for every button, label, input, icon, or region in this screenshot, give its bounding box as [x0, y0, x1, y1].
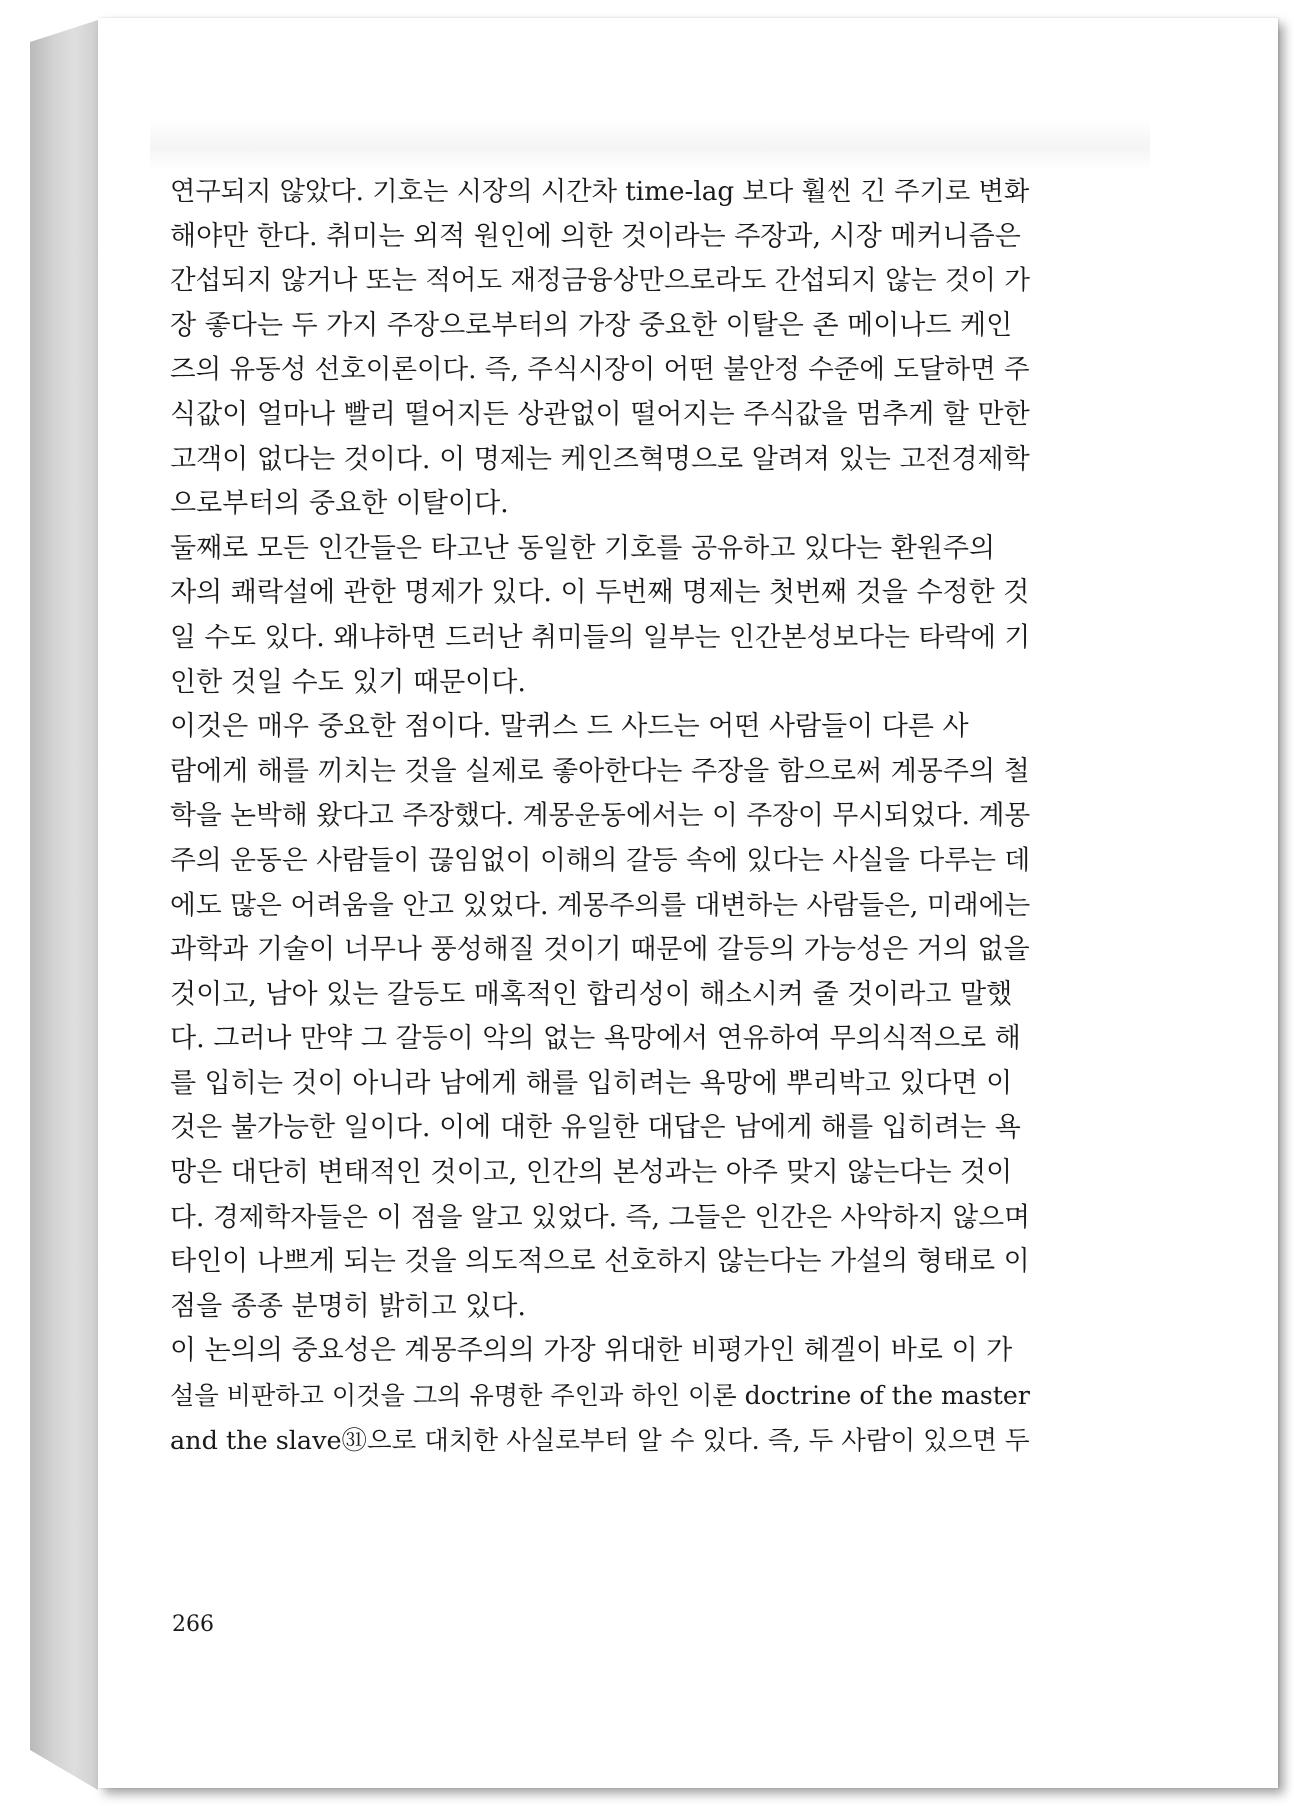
text-line: 해야만 한다. 취미는 외적 원인에 의한 것이라는 주장과, 시장 메커니즘은 [170, 220, 1021, 252]
text-line: 연구되지 않았다. 기호는 시장의 시간차 time-lag 보다 훨씬 긴 주기로 변화 [170, 177, 1030, 207]
text-line: and the slave㉛으로 대치한 사실로부터 알 수 있다. 즉, 두 사람이 있으면 두 [170, 1425, 1030, 1456]
page-number: 266 [172, 1612, 214, 1637]
text-line: 주의 운동은 사람들이 끊임없이 이해의 갈등 속에 있다는 사실을 다루는 데 [170, 844, 1030, 876]
text-line: 식값이 얼마나 빨리 떨어지든 상관없이 떨어지는 주식값을 멈추게 할 만한 [170, 398, 1030, 430]
text-line: 점을 종종 분명히 밝히고 있다. [170, 1290, 526, 1322]
text-line: 즈의 유동성 선호이론이다. 즉, 주식시장이 어떤 불안정 수준에 도달하면 주 [170, 354, 1030, 386]
text-line: 둘째로 모든 인간들은 타고난 동일한 기호를 공유하고 있다는 환원주의 [170, 532, 996, 564]
text-line: 이것은 매우 중요한 점이다. 말퀴스 드 사드는 어떤 사람들이 다른 사 [170, 711, 969, 743]
text-line: 설을 비판하고 이것을 그의 유명한 주인과 하인 이론 doctrine of the master [170, 1381, 1030, 1411]
text-line: 이 논의의 중요성은 계몽주의의 가장 위대한 비평가인 헤겔이 바로 이 가 [170, 1335, 1013, 1367]
text-line: 람에게 해를 끼치는 것을 실제로 좋아한다는 주장을 함으로써 계몽주의 철 [170, 755, 1030, 787]
text-line: 과학과 기술이 너무나 풍성해질 것이기 때문에 갈등의 가능성은 거의 없을 [170, 934, 1030, 966]
text-line: 학을 논박해 왔다고 주장했다. 계몽운동에서는 이 주장이 무시되었다. 계몽 [170, 800, 1030, 832]
text-line: 다. 경제학자들은 이 점을 알고 있었다. 즉, 그들은 인간은 사악하지 않으며 [170, 1201, 1030, 1233]
text-line: 고객이 없다는 것이다. 이 명제는 케인즈혁명으로 알려져 있는 고전경제학 [170, 443, 1030, 475]
text-line: 타인이 나쁘게 되는 것을 의도적으로 선호하지 않는다는 가설의 형태로 이 [170, 1246, 1030, 1278]
text-line: 것은 불가능한 일이다. 이에 대한 유일한 대답은 남에게 해를 입히려는 욕 [170, 1112, 1021, 1144]
text-line: 으로부터의 중요한 이탈이다. [170, 488, 509, 520]
text-line: 망은 대단히 변태적인 것이고, 인간의 본성과는 아주 맞지 않는다는 것이 [170, 1157, 1013, 1189]
text-line: 인한 것일 수도 있기 때문이다. [170, 666, 526, 698]
text-line: 다. 그러나 만약 그 갈등이 악의 없는 욕망에서 연유하여 무의식적으로 해 [170, 1023, 1021, 1055]
text-line: 장 좋다는 두 가지 주장으로부터의 가장 중요한 이탈은 존 메이나드 케인 [170, 309, 1013, 341]
scan-shadow [150, 120, 1150, 170]
text-line: 에도 많은 어려움을 안고 있었다. 계몽주의를 대변하는 사람들은, 미래에는 [170, 889, 1030, 921]
body-text [170, 170, 1030, 1463]
text-line: 자의 쾌락설에 관한 명제가 있다. 이 두번째 명제는 첫번째 것을 수정한 것 [170, 577, 1030, 609]
text-line: 를 입히는 것이 아니라 남에게 해를 입히려는 욕망에 뿌리박고 있다면 이 [170, 1067, 1013, 1099]
text-line: 것이고, 남아 있는 갈등도 매혹적인 합리성이 해소시켜 줄 것이라고 말했 [170, 978, 1013, 1010]
book-spine [30, 20, 98, 1790]
text-line: 일 수도 있다. 왜냐하면 드러난 취미들의 일부는 인간본성보다는 타락에 기 [170, 621, 1030, 653]
text-line: 간섭되지 않거나 또는 적어도 재정금융상만으로라도 간섭되지 않는 것이 가 [170, 265, 1030, 297]
